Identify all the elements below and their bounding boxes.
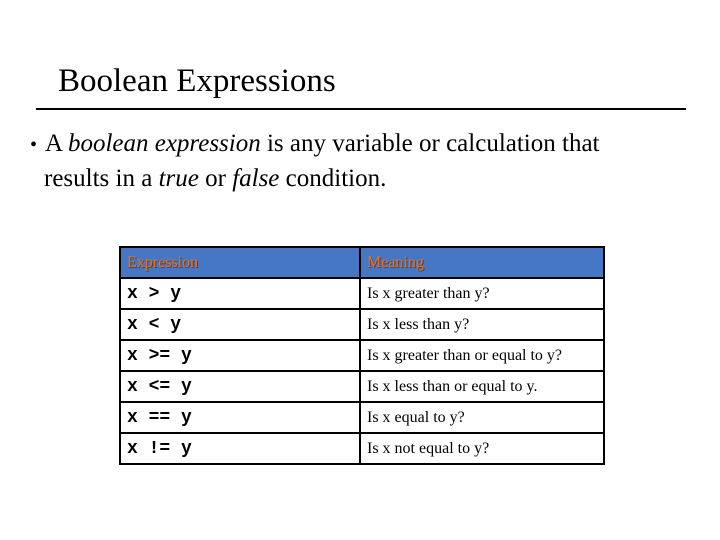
meaning-cell: Is x not equal to y? <box>360 433 604 464</box>
bullet-point <box>30 127 700 195</box>
table-row <box>120 371 604 402</box>
bullet-text-1: A <box>45 130 68 157</box>
expression-cell: x == y <box>120 402 360 433</box>
expression-cell: x < y <box>120 309 360 340</box>
table-row <box>120 278 604 309</box>
expression-cell: x <= y <box>120 371 360 402</box>
expression-cell: x != y <box>120 433 360 464</box>
bullet-true-word: true <box>158 165 199 192</box>
meaning-cell: Is x less than y? <box>360 309 604 340</box>
table-row <box>120 402 604 433</box>
slide-title: Boolean Expressions <box>58 63 336 99</box>
bullet-false-word: false <box>232 165 280 192</box>
bullet-text-2: is any variable or calculation that <box>260 130 600 157</box>
bullet-term: boolean expression <box>67 130 261 157</box>
title-divider <box>36 108 686 110</box>
expression-cell: x >= y <box>120 340 360 371</box>
table-row <box>120 340 604 371</box>
meaning-cell: Is x equal to y? <box>360 402 604 433</box>
meaning-cell: Is x greater than or equal to y? <box>360 340 604 371</box>
meaning-cell: Is x less than or equal to y. <box>360 371 604 402</box>
expression-cell: x > y <box>120 278 360 309</box>
bullet-line-1 <box>30 127 700 162</box>
table-row <box>120 309 604 340</box>
bullet-text-3: results in a <box>44 165 159 192</box>
bullet-line-2 <box>30 162 700 195</box>
bullet-dot-icon: • <box>30 134 38 156</box>
meaning-cell: Is x greater than y? <box>360 278 604 309</box>
table-header-row <box>120 247 604 278</box>
header-expression: Expression <box>120 247 360 278</box>
header-meaning: Meaning <box>360 247 604 278</box>
bullet-text-5: condition. <box>279 165 387 192</box>
bullet-text-4: or <box>198 165 233 192</box>
table-row <box>120 433 604 464</box>
expression-table <box>119 246 605 465</box>
